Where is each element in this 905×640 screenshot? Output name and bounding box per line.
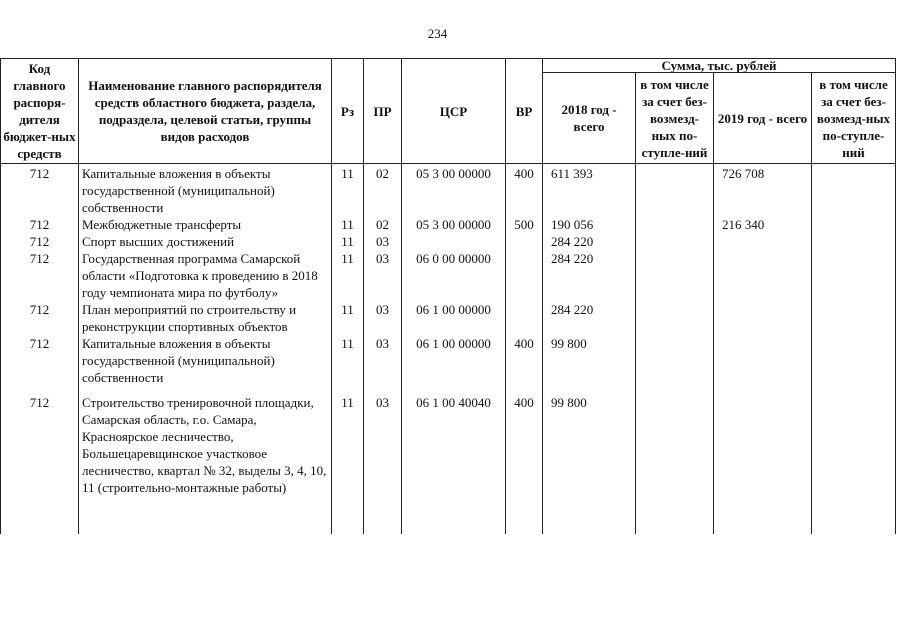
cell-code: 712: [1, 335, 79, 386]
cell-name: Спорт высших достижений: [79, 233, 332, 250]
cell-2018-free: [636, 394, 714, 496]
page-number: 234: [427, 26, 448, 41]
cell-vr: 500: [506, 216, 543, 233]
cell-csr: 06 1 00 40040: [402, 394, 506, 496]
cell-2018-free: [636, 216, 714, 233]
cell-code: 712: [1, 250, 79, 301]
cell-rz: 11: [332, 301, 364, 335]
budget-table: [0, 58, 896, 534]
table-row: [1, 394, 896, 496]
cell-2018-free: [636, 335, 714, 386]
cell-2018-free: [636, 301, 714, 335]
header-vr: ВР: [506, 59, 543, 164]
header-2019-free: в том числе за счет без-возмезд-ных по-ступле-ний: [812, 73, 896, 164]
table-row: [1, 301, 896, 335]
cell-csr: [402, 233, 506, 250]
cell-code: 712: [1, 216, 79, 233]
cell-name: План мероприятий по строительству и реконструкции спортивных объектов: [79, 301, 332, 335]
cell-2019-free: [812, 301, 896, 335]
cell-rz: 11: [332, 335, 364, 386]
cell-csr: 06 1 00 00000: [402, 301, 506, 335]
header-csr: ЦСР: [402, 59, 506, 164]
table-header: [1, 59, 896, 164]
cell-csr: 05 3 00 00000: [402, 164, 506, 217]
cell-csr: 05 3 00 00000: [402, 216, 506, 233]
header-name: Наименование главного распорядителя средств областного бюджета, раздела, подраздела, целевой статьи, группы видов расходов: [79, 59, 332, 164]
cell-vr: 400: [506, 164, 543, 217]
cell-rz: 11: [332, 164, 364, 217]
cell-csr: 06 1 00 00000: [402, 335, 506, 386]
header-code: Код главного распоря-дителя бюджет-ных средств: [1, 59, 79, 164]
header-2019-total: 2019 год - всего: [714, 73, 812, 164]
cell-rz: 11: [332, 216, 364, 233]
header-2018-total: 2018 год - всего: [543, 73, 636, 164]
cell-2019-free: [812, 335, 896, 386]
cell-2018-free: [636, 233, 714, 250]
table-row: [1, 216, 896, 233]
cell-code: 712: [1, 164, 79, 217]
cell-pr: 02: [364, 216, 402, 233]
cell-name: Капитальные вложения в объекты государственной (муниципальной) собственности: [79, 164, 332, 217]
cell-pr: 03: [364, 335, 402, 386]
cell-code: 712: [1, 301, 79, 335]
cell-pr: 03: [364, 394, 402, 496]
header-pr: ПР: [364, 59, 402, 164]
cell-2019-total: [714, 301, 812, 335]
header-rz: Рз: [332, 59, 364, 164]
cell-name: Капитальные вложения в объекты государственной (муниципальной) собственности: [79, 335, 332, 386]
cell-vr: 400: [506, 394, 543, 496]
cell-2018-total: 284 220: [543, 233, 636, 250]
cell-2018-total: 284 220: [543, 301, 636, 335]
cell-2019-total: 726 708: [714, 164, 812, 217]
header-2018-free: в том числе за счет без-возмезд-ных по-ступле-ний: [636, 73, 714, 164]
cell-csr: 06 0 00 00000: [402, 250, 506, 301]
cell-2018-total: 284 220: [543, 250, 636, 301]
cell-name: Государственная программа Самарской области «Подготовка к проведению в 2018 году чемпионата мира по футболу»: [79, 250, 332, 301]
cell-2019-free: [812, 216, 896, 233]
cell-2019-total: 216 340: [714, 216, 812, 233]
cell-2019-total: [714, 335, 812, 386]
spacer-row: [1, 496, 896, 534]
cell-rz: 11: [332, 250, 364, 301]
cell-vr: [506, 250, 543, 301]
cell-rz: 11: [332, 394, 364, 496]
cell-name: Межбюджетные трансферты: [79, 216, 332, 233]
cell-2018-free: [636, 250, 714, 301]
cell-2019-free: [812, 394, 896, 496]
cell-2018-free: [636, 164, 714, 217]
cell-name: Строительство тренировочной площадки, Самарская область, г.о. Самара, Красноярское лесничество, Большецаревщинское участковое лесничество, квартал № 32, выделы 3, 4, 10, 11 (строительно-монтажные работы): [79, 394, 332, 496]
cell-pr: 03: [364, 301, 402, 335]
cell-vr: [506, 301, 543, 335]
cell-pr: 03: [364, 250, 402, 301]
cell-2018-total: 611 393: [543, 164, 636, 217]
cell-vr: 400: [506, 335, 543, 386]
spacer-row: [1, 386, 896, 394]
cell-rz: 11: [332, 233, 364, 250]
cell-vr: [506, 233, 543, 250]
table-row: [1, 250, 896, 301]
table-row: [1, 233, 896, 250]
cell-2019-total: [714, 250, 812, 301]
cell-2019-total: [714, 394, 812, 496]
cell-code: 712: [1, 233, 79, 250]
table-row: [1, 335, 896, 386]
header-sum-group: Сумма, тыс. рублей: [543, 59, 896, 73]
cell-2019-free: [812, 233, 896, 250]
cell-2019-total: [714, 233, 812, 250]
cell-pr: 02: [364, 164, 402, 217]
cell-code: 712: [1, 394, 79, 496]
cell-2018-total: 99 800: [543, 394, 636, 496]
cell-2019-free: [812, 164, 896, 217]
table-row: [1, 164, 896, 217]
cell-pr: 03: [364, 233, 402, 250]
cell-2019-free: [812, 250, 896, 301]
cell-2018-total: 99 800: [543, 335, 636, 386]
cell-2018-total: 190 056: [543, 216, 636, 233]
